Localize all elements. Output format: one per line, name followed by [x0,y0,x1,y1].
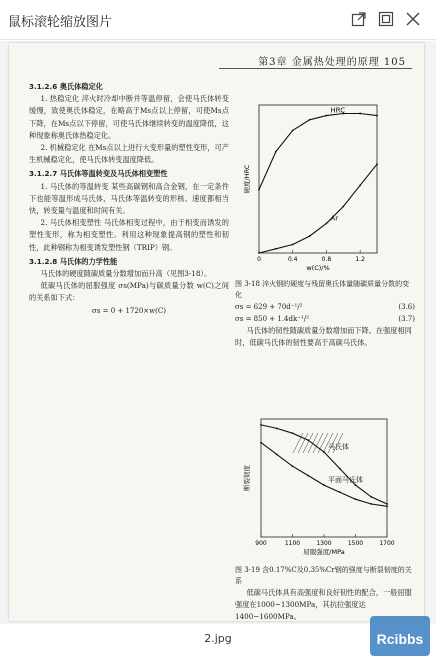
toughness-chart [243,413,393,563]
restore-window-icon[interactable] [377,10,395,28]
x-axis-label: w(C)/% [306,264,330,272]
data-point [370,496,372,498]
page-header [9,43,424,75]
paragraph: 低碳马氏体具有高强度和良好韧性的配合，一般屈服强度在1000~1300MPa，其抗拉强度达1400~1600MPa。 [235,588,412,622]
data-point [292,465,294,467]
image-area[interactable] [0,41,436,624]
x-tick-label: 0.8 [321,256,332,263]
series-line [261,425,387,504]
data-point [339,491,341,493]
formula: σs = 850 + 1.4dk⁻¹/² [235,315,309,323]
x-tick-label: 1700 [379,540,395,547]
header-rule [219,68,412,69]
paragraph: 2. 机械稳定化 在Ms点以上进行大变形量的塑性变形，可产生机械稳定化，使马氏体转变温度降低。 [29,143,229,165]
close-icon[interactable] [404,10,422,28]
paragraph: 1. 热稳定化 淬火时冷却中断并等温停留，会使马氏体转变缓慢，致使奥氏体稳定，在略高于Ms点以上停留，可使Ms点下降，在Ms点以下停留，可使马氏体继续转变的温度降低，这种现象称奥氏体热稳定化。 [29,94,229,140]
paragraph: 马氏体的韧性随碳质量分数增加而下降。在强度相同时，低碳马氏体的韧性要高于高碳马氏体。 [235,326,412,348]
data-point [323,484,325,486]
formula-row [235,301,415,313]
data-point [386,505,388,507]
paragraph: 1. 马氏体的等温转变 某些高碳钢和高合金钢，在一定条件下也能等温形成马氏体，马氏体等温转变的形核、速度都相当快，转变量与温度和时间有关。 [29,181,229,216]
section-heading: 3.1.2.6 奥氏体稳定化 [29,82,103,91]
data-point [355,498,357,500]
title-bar [0,0,436,40]
series-label: HRC [330,106,346,115]
data-point [339,468,341,470]
x-tick-label: 900 [255,540,267,547]
y-axis-label: 断裂韧度 [243,465,251,491]
section-heading: 3.1.2.7 马氏体等温转变及马氏体相变塑性 [29,169,168,179]
external-open-icon[interactable] [350,10,368,28]
data-point [260,442,262,444]
data-point [307,475,309,477]
x-tick-label: 0.4 [287,256,298,263]
paragraph: 低碳马氏体的屈服强度 σs(MPa)与碳质量分数 w(C)之间的关系如下式： [29,281,229,303]
formula-number: (3.7) [398,315,415,323]
footer-bar [0,626,436,656]
figure-caption: 图 3-19 含0.17%C及0.35%Cr钢的强度与断裂韧度的关系 [235,566,412,585]
formula: σs = 0 + 1720×w(C) [92,306,166,315]
hatch-line [318,433,328,453]
x-tick-label: 1500 [347,540,364,547]
y-axis-label: 硬度/HRC [243,164,251,194]
window-title: 鼠标滚轮缩放图片 [8,15,113,30]
right-column [235,79,415,349]
scanned-page [9,43,424,621]
left-column [29,79,229,317]
paragraph: 2. 马氏体相变塑性 马氏体相变过程中，由于相变而诱发的塑性变形，称为相变塑性。利用这种现象提高钢的塑性和韧性，此种钢称为相变诱发塑性钢（TRIP）钢。 [29,218,229,252]
watermark-logo [370,610,430,656]
watermark-text: Rcibbs [376,631,424,647]
x-tick-label: 1300 [316,540,332,547]
series-label: Ar [330,214,339,223]
paragraph: 马氏体的硬度随碳质量分数增加而升高（见图3-18）。 [40,269,212,279]
series-label: 平面马氏体 [328,476,363,485]
file-name: 2.jpg [204,632,232,645]
page-header-text: 第3章 金属热处理的原理 105 [258,57,406,68]
formula-number: (3.6) [398,303,415,311]
x-tick-label: 1100 [284,540,301,547]
data-point [276,428,278,430]
figure-caption: 图 3-18 淬火钢的硬度与残留奥氏体量随碳质量分数的变化 [235,280,410,299]
series-label: 马氏体 [328,443,349,452]
hatch-line [308,433,318,453]
data-point [355,484,357,486]
data-point [276,454,278,456]
data-point [292,432,294,434]
formula: σs = 629 + 70d⁻¹/² [235,303,303,311]
data-point [260,424,262,426]
formula-row [235,313,415,325]
data-point [370,503,372,505]
data-point [386,503,388,505]
section-heading: 3.1.2.8 马氏体的力学性能 [29,256,118,266]
plot-frame [261,419,387,537]
x-axis-label: 屈服强度/MPa [303,548,345,556]
x-tick-label: 1.2 [355,256,365,263]
x-tick-label: 0 [257,256,261,263]
